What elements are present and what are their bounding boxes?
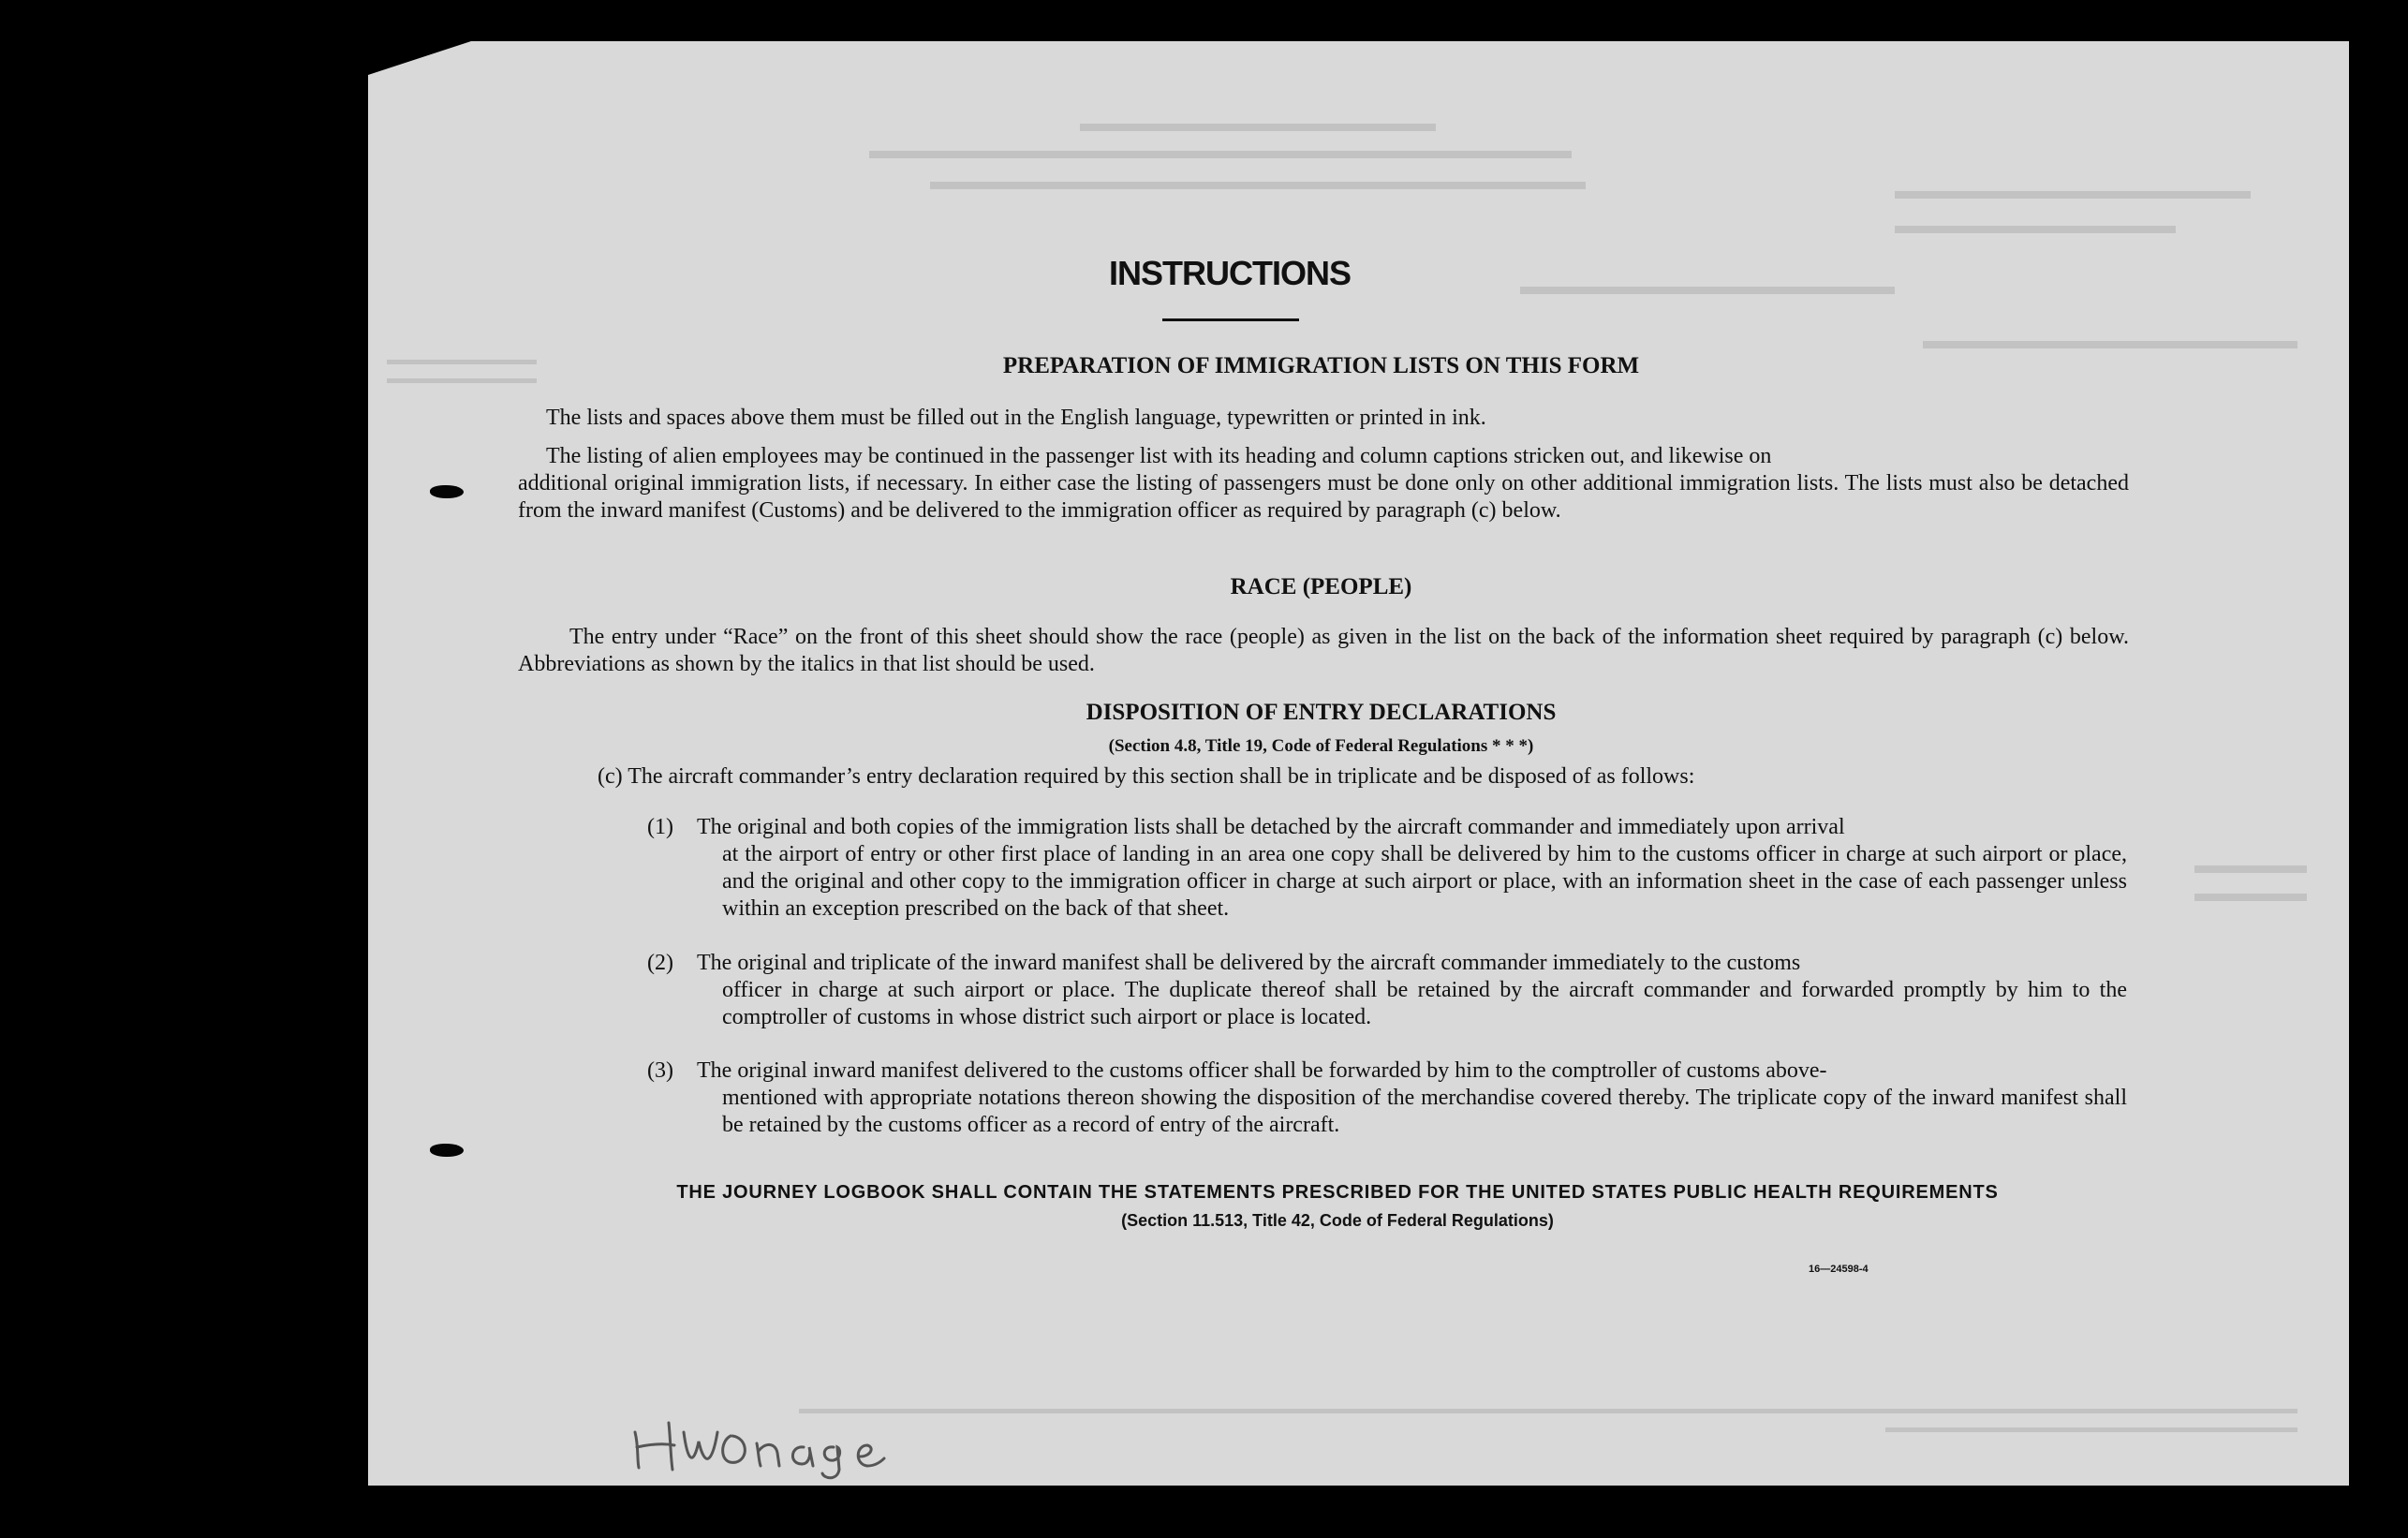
paragraph-alien-employees-first: The listing of alien employees may be continued in the passenger list with its heading and column captions stricken out, and likewise on — [546, 444, 1772, 468]
bleed-through — [1520, 287, 1895, 294]
bleed-through — [1080, 124, 1436, 131]
bleed-through — [387, 360, 537, 364]
list-item-first-line: The original inward manifest delivered to the customs officer shall be forwarded by him to the comptroller of customs above- — [697, 1058, 1827, 1083]
list-item-number: (3) — [647, 1058, 673, 1083]
list-item — [647, 950, 2127, 1031]
paragraph-english-language: The lists and spaces above them must be filled out in the English language, typewritten or printed in ink. — [546, 406, 1486, 430]
punch-mark — [430, 1144, 464, 1157]
torn-corner — [368, 41, 471, 75]
list-item-continuation: mentioned with appropriate notations thereon showing the disposition of the merchandise covered thereby. The triplicate copy of the inward manifest shall be retained by the customs officer as a record of entry of the aircraft. — [722, 1086, 2127, 1137]
bleed-through — [1895, 226, 2176, 233]
paragraph-c-intro: (c) The aircraft commander’s entry declaration required by this section shall be in triplicate and be disposed of as follows: — [598, 764, 1695, 789]
bleed-through — [799, 1409, 2297, 1413]
bleed-through — [387, 378, 537, 383]
punch-mark — [430, 485, 464, 498]
title-underline — [1162, 318, 1299, 321]
heading-immigration-lists: PREPARATION OF IMMIGRATION LISTS ON THIS FORM — [1002, 353, 1640, 378]
disposition-reference: (Section 4.8, Title 19, Code of Federal Regulations * * *) — [1108, 736, 1534, 756]
list-item-number: (2) — [647, 951, 673, 975]
list-item — [647, 814, 2127, 923]
heading-race: RACE (PEOPLE) — [1230, 574, 1412, 599]
bleed-through — [1895, 191, 2251, 199]
list-item — [647, 1057, 2127, 1139]
document-sheet — [368, 41, 2349, 1486]
handwritten-signature-icon — [626, 1404, 907, 1484]
journey-logbook-statement: THE JOURNEY LOGBOOK SHALL CONTAIN THE STATEMENTS PRESCRIBED FOR THE UNITED STATES PUBLIC HEALTH REQUIREMENTS — [676, 1182, 1999, 1203]
list-item-continuation: at the airport of entry or other first place of landing in an area one copy shall be delivered by him to the customs officer in charge at such airport or place, and the original and other copy to the immigration officer in charge at such airport or place, with an information sheet in the case of each passenger unless within an exception prescribed on the back of that sheet. — [722, 842, 2127, 921]
bleed-through — [2194, 894, 2307, 901]
list-item-number: (1) — [647, 815, 673, 839]
bleed-through — [869, 151, 1572, 158]
form-number: 16—24598-4 — [1809, 1264, 1869, 1275]
bleed-through — [2194, 865, 2307, 873]
paragraph-race: The entry under “Race” on the front of this sheet should show the race (people) as given in the list on the back of the information sheet required by paragraph (c) below. Abbreviations as shown by the italics in that list should be used. — [518, 625, 2129, 676]
list-item-first-line: The original and triplicate of the inward manifest shall be delivered by the aircraft commander immediately to the customs — [697, 951, 1801, 975]
heading-disposition: DISPOSITION OF ENTRY DECLARATIONS — [1086, 700, 1557, 725]
list-item-continuation: officer in charge at such airport or place. The duplicate thereof shall be retained by the aircraft commander and forwarded promptly by him to the comptroller of customs in whose district such airport or place is located. — [722, 978, 2127, 1029]
journey-logbook-reference: (Section 11.513, Title 42, Code of Federal Regulations) — [1121, 1211, 1554, 1230]
bleed-through — [930, 182, 1586, 189]
paragraph-alien-employees-rest: additional original immigration lists, if necessary. In either case the listing of passengers must be done only on other additional immigration lists. The lists must also be detached from the inward manifest (Customs) and be delivered to the immigration officer as required by paragraph (c) below. — [518, 471, 2129, 523]
page-title: INSTRUCTIONS — [1109, 254, 1351, 292]
list-item-first-line: The original and both copies of the immigration lists shall be detached by the aircraft commander and immediately upon arrival — [697, 815, 1845, 839]
bleed-through — [1923, 341, 2297, 348]
bleed-through — [1885, 1427, 2297, 1432]
